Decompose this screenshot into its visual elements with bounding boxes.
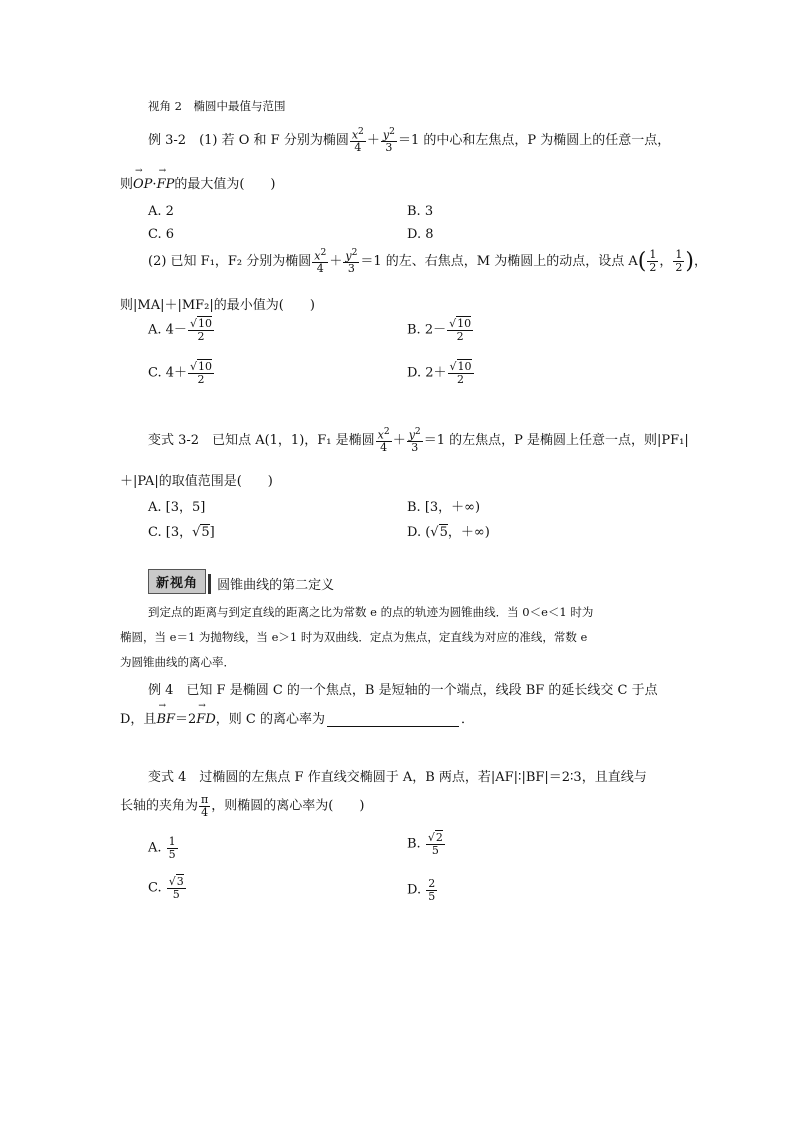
fraction-2-over-5: $\frac{2}{5}$ xyxy=(428,877,436,903)
fraction-x2-over-4: $\frac{x^2}{4}$ xyxy=(351,126,364,155)
variant-3-2-line1: 变式 3-2 已知点 A(1，1)，F₁ 是椭圆 $\frac{x^2}{4}$ ＋ $\frac{y^2}{3}$ ＝1 的左焦点，P 是椭圆上任意一点，则|PF₁| xyxy=(148,426,689,455)
fraction-y2-over-3: $\frac{y^2}{3}$ xyxy=(345,247,358,276)
ex4-text-a: D，且 xyxy=(120,712,157,727)
option-2d xyxy=(407,361,475,385)
option-2b xyxy=(407,318,474,342)
var32-option-d-pre: D. ( xyxy=(407,525,431,540)
variant-3-2-line2: ＋|PA|的取值范围是( ) xyxy=(120,474,273,489)
fraction-1-over-5: $\frac{1}{5}$ xyxy=(168,835,176,861)
ex4-text-end: ． xyxy=(460,712,474,727)
ex4-text-b: ＝2 xyxy=(175,712,197,727)
var32-option-c-post: ] xyxy=(209,525,215,540)
new-view-body-line2: 椭圆，当 e＝1 为抛物线，当 e＞1 时为双曲线．定点为焦点，定直线为对应的准线，常数 e xyxy=(120,630,588,644)
vector-bf: → BF xyxy=(156,712,175,727)
fraction-sqrt10-over-2: $\frac{√10}{2}$ xyxy=(449,360,472,386)
ex32-p2-b: ＝1 的左、右焦点，M 为椭圆上的动点，设点 A xyxy=(360,253,638,269)
fraction-x2-over-4: $\frac{x^2}{4}$ xyxy=(314,247,327,276)
var32-option-c: C. [3，√5] xyxy=(148,525,215,540)
variant-4-line1: 变式 4 过椭圆的左焦点 F 作直线交椭圆于 A，B 两点，若|AF|∶|BF|＝2∶3，且直线与 xyxy=(148,770,647,785)
var32-option-d-post: ，＋∞) xyxy=(447,525,490,540)
var4-option-d xyxy=(407,878,438,902)
option-a: A. 2 xyxy=(148,204,174,219)
answer-blank[interactable] xyxy=(327,713,459,727)
fraction-1-over-2: $\frac{1}{2}$ xyxy=(649,248,657,274)
var32-option-b: B. [3，＋∞) xyxy=(407,500,481,515)
vector-op: → OP xyxy=(133,177,152,192)
var32-option-d: D. (√5，＋∞) xyxy=(407,525,490,540)
ex32-line2-b: 的最大值为( ) xyxy=(174,177,276,192)
option-2a-label: A. 4－ xyxy=(148,322,187,338)
option-c: C. 6 xyxy=(148,227,175,242)
fraction-pi-over-4: $\frac{\pi}{4}$ xyxy=(201,793,209,819)
option-2c xyxy=(148,361,215,385)
example-3-2-part1-line2: 则→ OP·→ FP的最大值为( ) xyxy=(120,173,276,192)
ex32-text-b: ＝1 的中心和左焦点，P 为椭圆上的任意一点， xyxy=(397,132,671,148)
new-view-header xyxy=(148,569,334,594)
example-4-line2 xyxy=(120,708,474,727)
new-view-body-line3: 为圆锥曲线的离心率． xyxy=(120,655,235,669)
var32-text-b: ＝1 的左焦点，P 是椭圆上任意一点，则|PF₁| xyxy=(423,432,689,448)
option-2a xyxy=(148,318,215,342)
option-2b-label: B. 2－ xyxy=(407,322,447,338)
fraction-y2-over-3: $\frac{y^2}{3}$ xyxy=(408,426,421,455)
tag-divider xyxy=(208,574,211,594)
example-4-line1: 例 4 已知 F 是椭圆 C 的一个焦点，B 是短轴的一个端点，线段 BF 的延长线交 C 于点 xyxy=(148,683,658,698)
option-b: B. 3 xyxy=(407,204,434,219)
var4-text-b: ，则椭圆的离心率为( ) xyxy=(211,798,365,814)
var4-option-b-label: B. xyxy=(407,836,421,852)
option-2d-label: D. 2＋ xyxy=(407,365,447,381)
fraction-y2-over-3: $\frac{y^2}{3}$ xyxy=(382,126,395,155)
fraction-sqrt10-over-2: $\frac{√10}{2}$ xyxy=(190,360,213,386)
variant-4-line2 xyxy=(120,794,364,818)
var4-option-a-label: A. xyxy=(148,840,162,856)
vector-fd: → FD xyxy=(196,712,215,727)
new-view-title: 圆锥曲线的第二定义 xyxy=(217,578,335,593)
var4-text-a: 长轴的夹角为 xyxy=(120,798,199,814)
option-d: D. 8 xyxy=(407,227,434,242)
ex32-text-a: 例 3-2 (1) 若 O 和 F 分别为椭圆 xyxy=(148,132,349,148)
example-3-2-part2-line1: (2) 已知 F₁，F₂ 分别为椭圆 $\frac{x^2}{4}$ ＋ $\frac{y^2}{3}$ ＝1 的左、右焦点，M 为椭圆上的动点，设点 A( $\frac{1}{2}$ ， $\frac{1}{2}$ )， xyxy=(148,247,707,276)
var4-option-d-label: D. xyxy=(407,882,422,898)
new-view-body-line1: 到定点的距离与到定直线的距离之比为常数 e 的点的轨迹为圆锥曲线．当 0＜e＜1 时为 xyxy=(148,605,594,619)
fraction-1-over-2: $\frac{1}{2}$ xyxy=(675,248,683,274)
fraction-sqrt10-over-2: $\frac{√10}{2}$ xyxy=(189,317,212,343)
var4-option-c-label: C. xyxy=(148,880,162,896)
ex32-line2-a: 则 xyxy=(120,177,134,192)
vector-fp: → FP xyxy=(157,177,175,192)
var32-option-a: A. [3，5] xyxy=(148,500,206,515)
var4-option-b xyxy=(407,832,446,856)
fraction-x2-over-4: $\frac{x^2}{4}$ xyxy=(377,426,390,455)
example-3-2-part2-line2: 则|MA|＋|MF₂|的最小值为( ) xyxy=(120,298,315,313)
var32-option-c-pre: C. [3， xyxy=(148,525,193,540)
fraction-sqrt2-over-5: $\frac{√2}{5}$ xyxy=(427,831,443,857)
ex32-p2-a: (2) 已知 F₁，F₂ 分别为椭圆 xyxy=(148,253,312,269)
fraction-sqrt10-over-2: $\frac{√10}{2}$ xyxy=(449,317,472,343)
var32-text-a: 变式 3-2 已知点 A(1，1)，F₁ 是椭圆 xyxy=(148,432,375,448)
var4-option-a xyxy=(148,836,179,860)
new-view-tag: 新视角 xyxy=(148,569,206,594)
ex4-text-c: ，则 C 的离心率为 xyxy=(215,712,325,727)
var4-option-c xyxy=(148,876,187,900)
option-2c-label: C. 4＋ xyxy=(148,365,188,381)
fraction-sqrt3-over-5: $\frac{√3}{5}$ xyxy=(168,875,184,901)
section-heading: 视角 2 椭圆中最值与范围 xyxy=(148,99,286,113)
example-3-2-part1-line1: 例 3-2 (1) 若 O 和 F 分别为椭圆 $\frac{x^2}{4}$ ＋ $\frac{y^2}{3}$ ＝1 的中心和左焦点，P 为椭圆上的任意一点， xyxy=(148,126,671,155)
